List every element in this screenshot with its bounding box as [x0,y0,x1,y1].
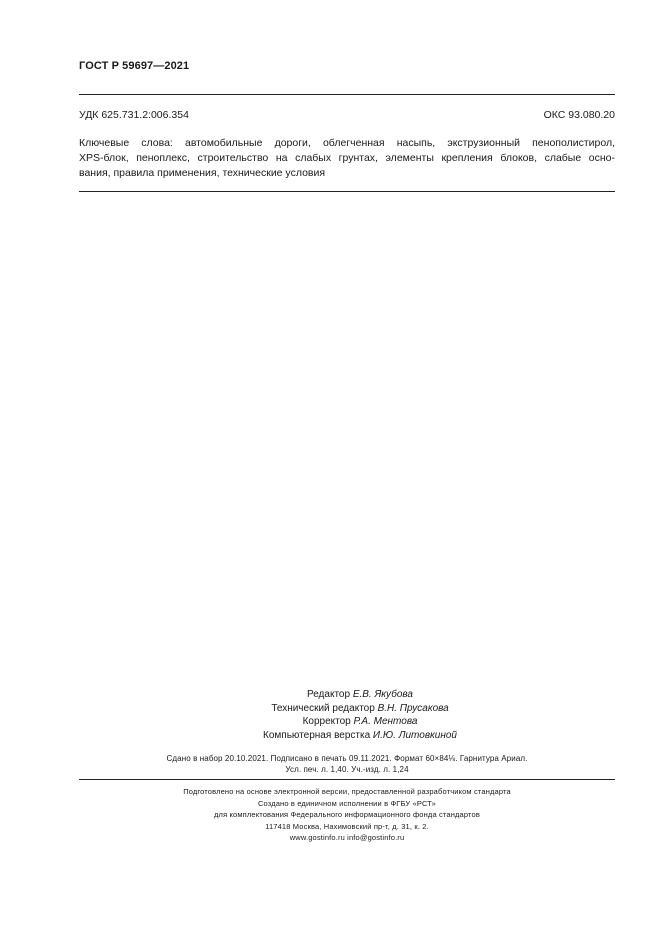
keywords-line: XPS-блок, пеноплекс, строительство на слабых грунтах, элементы крепления блоков, слабые осно- [79,152,615,164]
top-divider [79,94,615,95]
publisher-contacts: www.gostinfo.ru info@gostinfo.ru [289,833,405,842]
keywords-line: вания, правила применения, технические условия [79,167,326,179]
credit-technical-editor [200,702,520,716]
credit-role: Редактор [306,689,351,700]
credit-role: Компьютерная верстка [263,729,371,741]
imprint-line: Усл. печ. л. 1,40. Уч.-изд. л. 1,24 [285,765,409,774]
keywords-paragraph [79,136,615,181]
print-imprint [79,753,615,775]
credit-editor [200,688,520,702]
credit-person: Е.В. Якубова [352,689,413,700]
publisher-info [79,786,615,844]
keywords-line: Ключевые слова: автомобильные дороги, облегченная насыпь, экструзионный пенополистирол, [79,137,615,149]
credit-layout [200,729,520,743]
publisher-line: 117418 Москва, Нахимовский пр-т, д. 31, к. 2. [265,821,429,831]
credit-person: В.Н. Прусакова [377,702,449,714]
publisher-line: Создано в единичном исполнении в ФГБУ «РСТ» [257,798,436,808]
credit-role: Корректор [302,716,351,727]
credit-person: Р.А. Ментова [353,716,418,727]
oks-code: ОКС 93.080.20 [543,109,615,121]
imprint-line: Сдано в набор 20.10.2021. Подписано в печать 09.11.2021. Формат 60×84⅛. Гарнитура Ариал. [166,754,528,763]
publisher-line: для комплектования Федерального информационного фонда стандартов [214,810,480,819]
editorial-credits [200,688,520,742]
credit-role: Технический редактор [271,702,375,714]
credit-person: И.Ю. Литовкиной [372,729,457,741]
document-code: ГОСТ Р 59697—2021 [79,60,190,72]
udk-code: УДК 625.731.2:006.354 [79,109,189,121]
publisher-line: Подготовлено на основе электронной версии, предоставленной разработчиком стандарта [183,787,511,796]
credit-proofreader [200,715,520,729]
imprint-divider [79,779,615,780]
keywords-divider [79,191,615,192]
